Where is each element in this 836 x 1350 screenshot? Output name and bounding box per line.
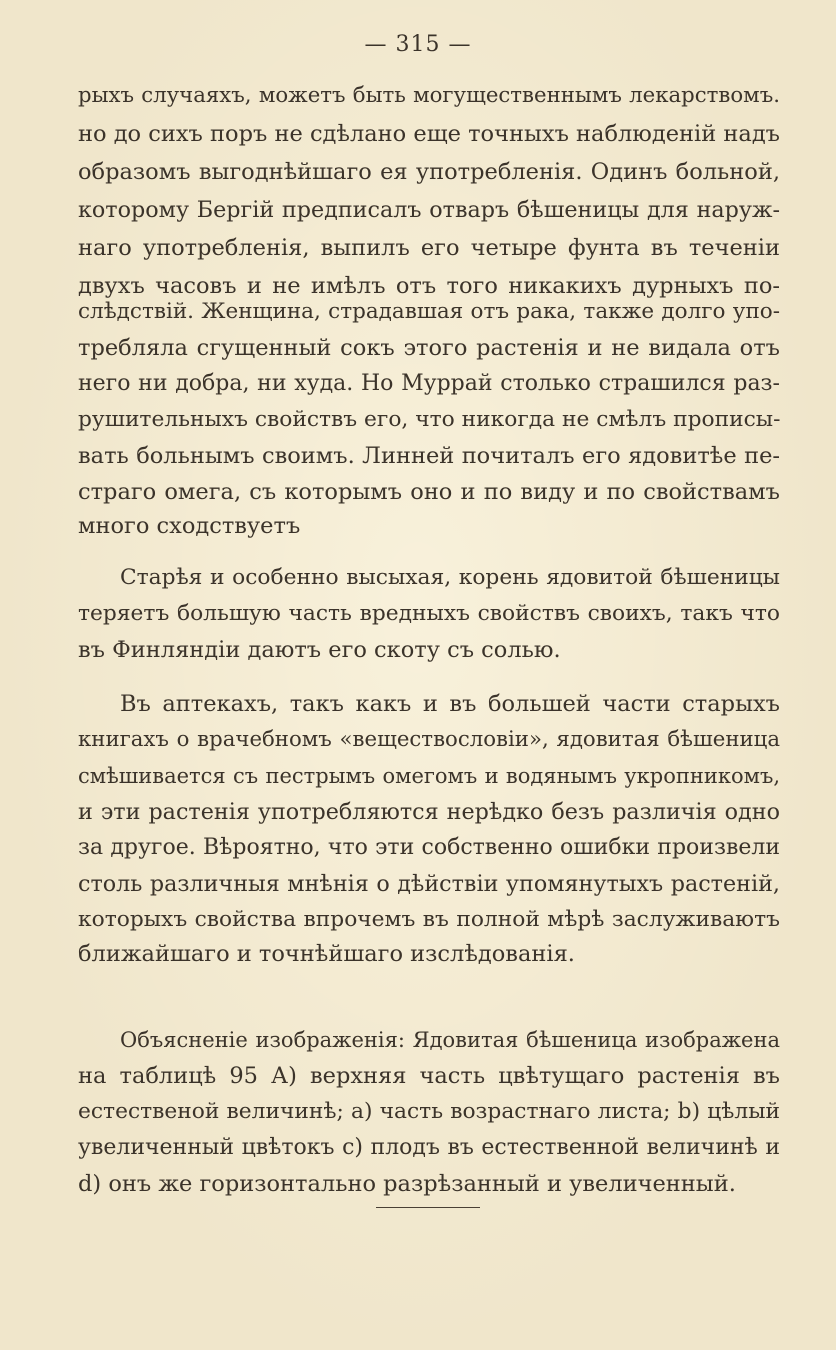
paragraph-1-line-13: много сходствуетъ [78,513,301,539]
paragraph-3-line-6: столь различныя мнѣнія о дѣйствіи упомянутыхъ растеній, [78,871,780,897]
paragraph-1-line-7: слѣдствій. Женщина, страдавшая отъ рака, также долго упо- [78,299,780,324]
paragraph-3-line-5: за другое. Вѣроятно, что эти собственно ошибки произвели [78,835,780,860]
paragraph-4-line-4: увеличенный цвѣтокъ с) плодъ въ естественной величинѣ и [78,1135,780,1160]
paragraph-1-line-11: вать больнымъ своимъ. Линней почиталъ его ядовитѣе пе- [78,443,780,469]
page-number: — 315 — [364,32,472,57]
paragraph-1-line-8: требляла сгущенный сокъ этого растенія и не видала отъ [78,335,780,361]
paragraph-3-line-4: и эти растенія употребляются нерѣдко безъ различія одно [78,799,780,825]
end-rule [376,1207,480,1208]
paragraph-3-line-3: смѣшивается съ пестрымъ омегомъ и водянымъ укропникомъ, [78,764,780,788]
paragraph-1-line-2: но до сихъ поръ не сдѣлано еще точныхъ наблюденій надъ [78,121,780,147]
paragraph-4-line-1: Объясненіе изображенія: Ядовитая бѣшеница изображена [120,1028,780,1052]
paragraph-1-line-6: двухъ часовъ и не имѣлъ отъ того никакихъ дурныхъ по- [78,273,780,299]
paragraph-1-line-12: страго омега, съ которымъ оно и по виду и по свойствамъ [78,479,780,505]
paragraph-4-line-5: d) онъ же горизонтально разрѣзанный и увеличенный. [78,1171,736,1197]
paragraph-1-line-4: которому Бергій предписалъ отваръ бѣшеницы для наруж- [78,197,780,223]
paragraph-2-line-2: теряетъ большую часть вредныхъ свойствъ своихъ, такъ что [78,601,780,626]
paragraph-1-line-5: наго употребленія, выпилъ его четыре фунта въ теченіи [78,235,780,261]
paragraph-1-line-9: него ни добра, ни худа. Но Муррай столько страшился раз- [78,371,780,396]
paragraph-4-line-2: на таблицѣ 95 А) верхняя часть цвѣтущаго растенія въ [78,1063,780,1089]
paragraph-4-line-3: естественой величинѣ; а) часть возрастнаго листа; b) цѣлый [78,1099,780,1124]
paragraph-2-line-1: Старѣя и особенно высыхая, корень ядовитой бѣшеницы [120,565,780,590]
paragraph-3-line-1: Въ аптекахъ, такъ какъ и въ большей части старыхъ [120,691,780,717]
paragraph-3-line-8: ближайшаго и точнѣйшаго изслѣдованія. [78,941,575,967]
paragraph-2-line-3: въ Финляндіи даютъ его скоту съ солью. [78,637,561,663]
paragraph-3-line-7: которыхъ свойства впрочемъ въ полной мѣрѣ заслуживаютъ [78,907,780,932]
paragraph-3-line-2: книгахъ о врачебномъ «веществословіи», ядовитая бѣшеница [78,727,780,752]
paragraph-1-line-1: рыхъ случаяхъ, можетъ быть могущественнымъ лекарствомъ. [78,83,780,108]
paragraph-1-line-10: рушительныхъ свойствъ его, что никогда не смѣлъ прописы- [78,407,781,432]
paragraph-1-line-3: образомъ выгоднѣйшаго ея употребленія. Одинъ больной, [78,159,780,185]
